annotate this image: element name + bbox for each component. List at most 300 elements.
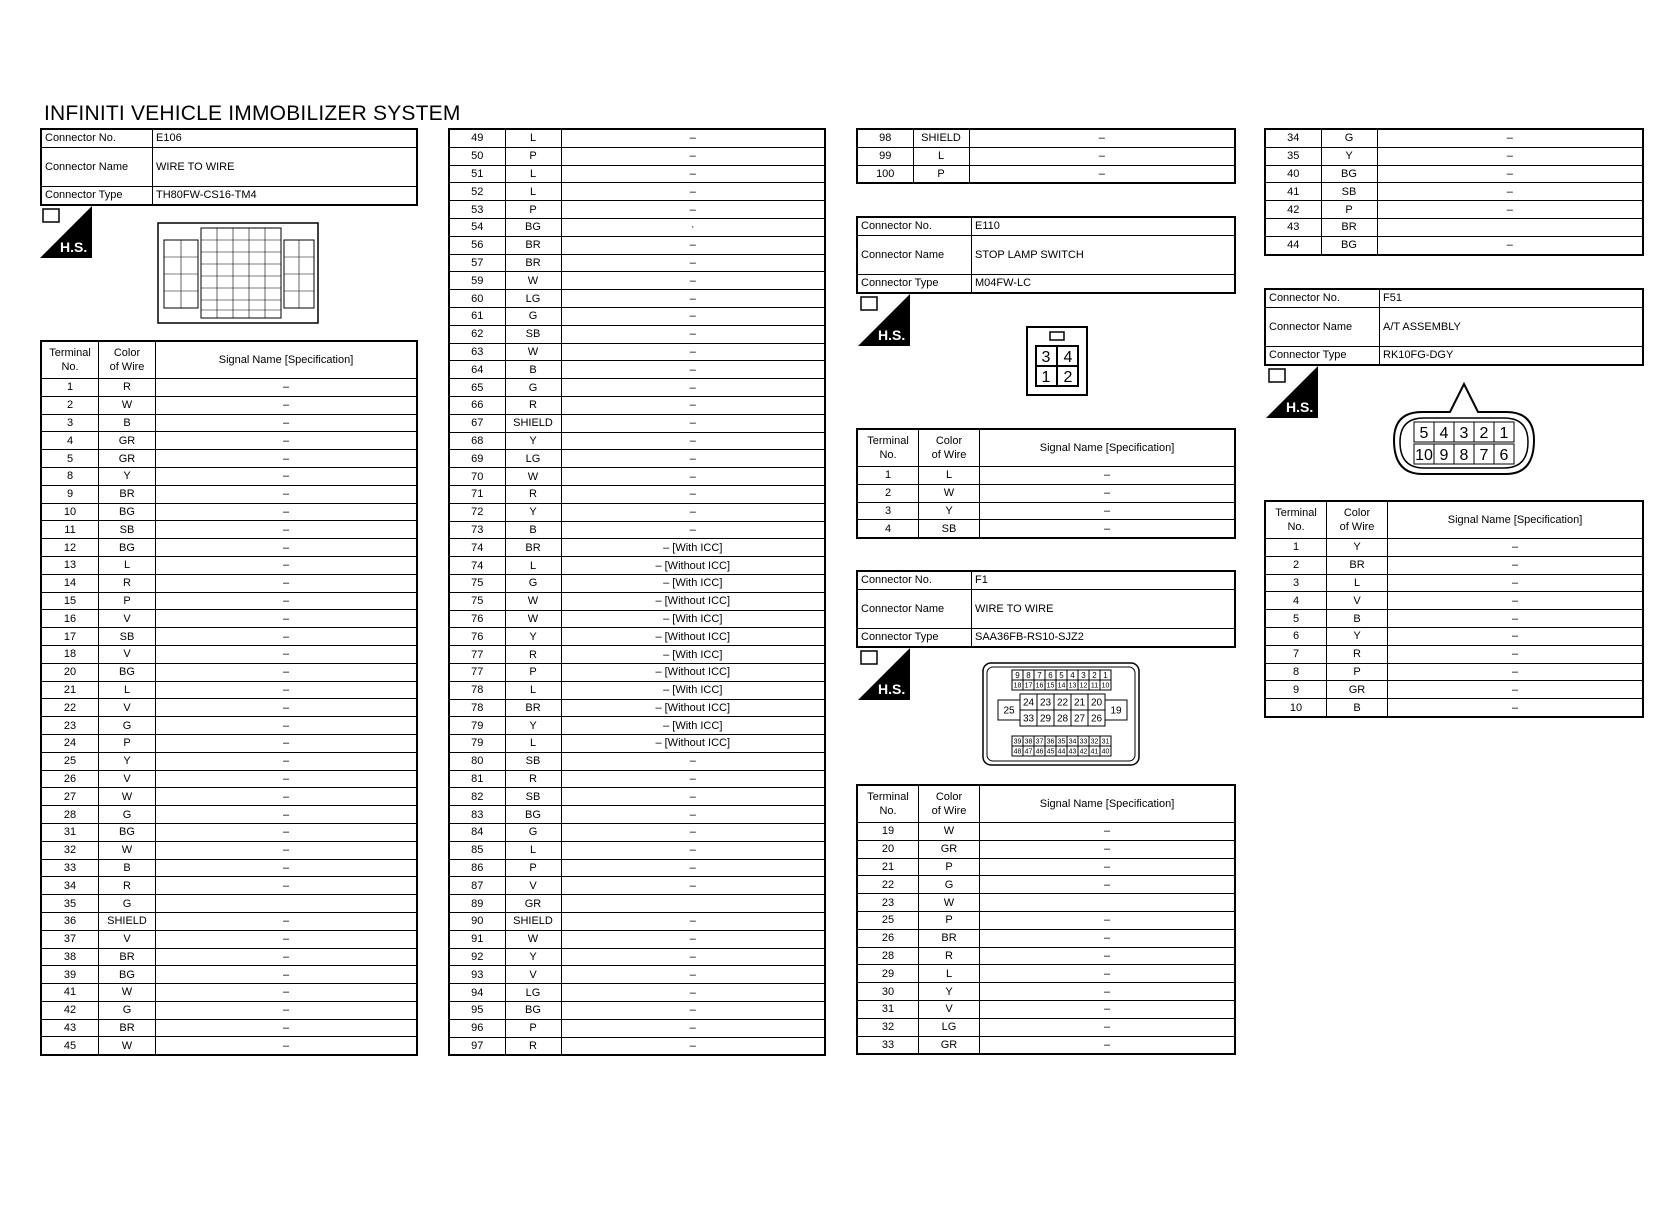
table-row [449,379,825,397]
color-cell: P [1327,663,1388,681]
hs-label: H.S. [1286,399,1314,415]
signal-cell: – [1388,592,1644,610]
color-cell: Y [1321,147,1377,165]
signal-cell: – [With ICC] [561,610,825,628]
terminal-cell: 42 [1265,201,1321,219]
color-cell: SHIELD [99,912,156,930]
color-cell: R [505,485,561,503]
terminal-cell: 39 [41,966,99,984]
color-cell: L [919,467,980,485]
color-cell: W [505,272,561,290]
terminal-cell: 14 [41,574,99,592]
color-cell: BR [505,236,561,254]
table-row [41,539,417,557]
terminal-cell: 15 [41,592,99,610]
table-row [41,645,417,663]
pin-label: 4 [1063,349,1073,366]
pin-label: 1 [1041,369,1051,386]
color-cell: R [505,770,561,788]
table-row [449,218,825,236]
signal-cell: – [980,840,1236,858]
signal-cell: – [561,966,825,984]
pin-label: 16 [1035,682,1044,690]
terminal-cell: 40 [1265,165,1321,183]
pin-label: 39 [1013,738,1022,746]
terminal-cell: 97 [449,1037,505,1055]
terminal-cell: 90 [449,913,505,931]
table-row [449,361,825,379]
terminal-cell: 32 [857,1018,919,1036]
table-row [449,272,825,290]
color-header: Color of Wire [1327,501,1388,539]
pin-label: 27 [1073,713,1086,725]
pin-label: 47 [1024,748,1033,756]
pin-label: 2 [1063,369,1073,386]
signal-cell: – [561,859,825,877]
color-cell: B [505,361,561,379]
signal-cell: – [980,1036,1236,1054]
signal-cell: – [156,823,418,841]
terminal-cell: 57 [449,254,505,272]
terminal-cell: 22 [857,876,919,894]
signal-cell: – [1377,201,1643,219]
pin-label: 9 [1439,446,1449,464]
terminal-cell: 65 [449,379,505,397]
terminal-cell: 24 [41,734,99,752]
terminal-cell: 87 [449,877,505,895]
color-cell: P [505,1019,561,1037]
signal-header: Signal Name [Specification] [156,341,418,379]
table-row [857,911,1235,929]
table-row [41,806,417,824]
pin-label: 2 [1479,424,1489,442]
table-row [449,129,825,147]
table-row [449,663,825,681]
color-cell: Y [1327,627,1388,645]
color-cell: L [919,965,980,983]
table-row [449,913,825,931]
table-row [1265,574,1643,592]
table-row [449,717,825,735]
table-row [41,859,417,877]
pin-label: 13 [1068,682,1077,690]
table-row [41,450,417,468]
table-row [41,966,417,984]
terminal-cell: 73 [449,521,505,539]
signal-cell: – [1388,556,1644,574]
terminal-cell: 85 [449,841,505,859]
color-cell: Y [505,432,561,450]
table-row [1265,218,1643,236]
terminal-cell: 28 [41,806,99,824]
table-row [449,770,825,788]
signal-cell: – [156,556,418,574]
terminal-cell: 9 [1265,681,1327,699]
color-cell: W [99,841,156,859]
value: STOP LAMP SWITCH [972,235,1236,274]
color-cell: BR [1321,218,1377,236]
signal-cell: – [561,913,825,931]
f51-info [1264,288,1644,366]
color-cell: BR [99,1019,156,1037]
signal-cell: – [With ICC] [561,681,825,699]
pin-label: 29 [1039,713,1052,725]
terminal-cell: 8 [1265,663,1327,681]
color-cell: LG [919,1018,980,1036]
table-row [1265,129,1643,147]
signal-cell: – [1388,574,1644,592]
signal-cell: – [1388,663,1644,681]
table-row [1265,699,1643,717]
color-cell: GR [919,840,980,858]
terminal-cell: 28 [857,947,919,965]
color-cell: LG [505,450,561,468]
e110-terminal-table [856,428,1236,539]
table-row [857,876,1235,894]
color-cell: W [919,484,980,502]
terminal-cell: 2 [41,396,99,414]
signal-cell: – [561,788,825,806]
signal-cell: – [Without ICC] [561,735,825,753]
pin-label: 3 [1081,670,1086,680]
terminal-cell: 43 [41,1019,99,1037]
table-row [449,948,825,966]
table-row [449,752,825,770]
signal-cell: – [980,502,1236,520]
color-cell: L [99,681,156,699]
table-row [449,290,825,308]
value: TH80FW-CS16-TM4 [153,186,418,204]
table-row [449,254,825,272]
signal-cell: – [156,1037,418,1055]
color-cell: SB [505,752,561,770]
signal-header: Signal Name [Specification] [980,785,1236,823]
terminal-cell: 23 [41,717,99,735]
terminal-cell: 30 [857,983,919,1001]
terminal-cell: 41 [1265,183,1321,201]
color-cell: SB [505,325,561,343]
terminal-cell: 78 [449,699,505,717]
hs-label: H.S. [60,239,88,255]
terminal-cell: 29 [857,965,919,983]
color-cell: BR [505,539,561,557]
terminal-cell: 18 [41,645,99,663]
table-row [449,485,825,503]
color-cell: LG [505,290,561,308]
color-cell: Y [99,467,156,485]
signal-header: Signal Name [Specification] [980,429,1236,467]
e106-info [40,128,418,206]
value: RK10FG-DGY [1380,346,1644,364]
color-cell: Y [505,717,561,735]
pin-label: 41 [1090,748,1099,756]
color-cell: B [99,414,156,432]
table-row [41,379,417,397]
hs-label: H.S. [878,681,906,697]
signal-cell: – [561,254,825,272]
pin-label: 45 [1046,748,1055,756]
table-row [857,520,1235,538]
table-row [1265,236,1643,254]
color-cell: P [99,734,156,752]
table-row [41,610,417,628]
color-cell: R [505,396,561,414]
table-row [449,628,825,646]
table-row [449,859,825,877]
color-cell: LG [505,984,561,1002]
signal-cell: – [1388,681,1644,699]
color-cell: BG [99,823,156,841]
table-row [41,841,417,859]
value: F51 [1380,289,1644,307]
pin-label: 6 [1048,670,1053,680]
pin-label: 33 [1022,713,1035,725]
pin-label: 1 [1499,424,1509,442]
terminal-cell: 21 [41,681,99,699]
color-cell: BR [99,485,156,503]
terminal-cell: 27 [41,788,99,806]
pin-label: 33 [1079,738,1088,746]
terminal-cell: 76 [449,610,505,628]
table-row [857,823,1235,841]
terminal-cell: 83 [449,806,505,824]
signal-cell: – [156,467,418,485]
pin-label: 8 [1026,670,1031,680]
terminal-cell: 7 [1265,645,1327,663]
terminal-cell: 43 [1265,218,1321,236]
table-row [857,165,1235,183]
color-cell: SB [505,788,561,806]
terminal-cell: 10 [1265,699,1327,717]
color-cell: BG [99,539,156,557]
color-cell: G [1321,129,1377,147]
color-cell: Y [1327,539,1388,557]
value: WIRE TO WIRE [153,147,418,186]
table-row [449,806,825,824]
table-row [857,1018,1235,1036]
pin-label: 4 [1439,424,1449,442]
color-cell: L [505,681,561,699]
label: Connector Name [41,147,153,186]
terminal-cell: 66 [449,396,505,414]
pin-label: 4 [1070,670,1075,680]
signal-cell [561,895,825,913]
table-row [449,450,825,468]
color-cell: SHIELD [505,913,561,931]
table-row [41,895,417,913]
signal-cell: – [156,539,418,557]
terminal-header: Terminal No. [41,341,99,379]
pin-label: 14 [1057,682,1066,690]
terminal-cell: 10 [41,503,99,521]
table-row [857,947,1235,965]
signal-cell: – [561,147,825,165]
f1-info [856,570,1236,648]
color-cell: V [99,930,156,948]
pin-label: 8 [1459,446,1469,464]
table-row [449,877,825,895]
terminal-cell: 41 [41,984,99,1002]
signal-cell: – [980,965,1236,983]
terminal-cell: 26 [41,770,99,788]
signal-cell: – [156,984,418,1002]
terminal-cell: 34 [41,877,99,895]
label: Connector Type [857,628,972,646]
terminal-cell: 91 [449,930,505,948]
signal-cell: – [561,183,825,201]
color-cell: BG [99,663,156,681]
table-row [41,663,417,681]
signal-cell: – [980,858,1236,876]
color-cell: B [1327,610,1388,628]
pin-label: 9 [1015,670,1020,680]
color-cell: V [919,1000,980,1018]
pin-label: 21 [1073,697,1086,709]
e106-terminal-table-continued [448,128,826,1056]
color-cell: W [505,930,561,948]
terminal-cell: 81 [449,770,505,788]
signal-cell: – [With ICC] [561,539,825,557]
terminal-cell: 84 [449,824,505,842]
pin-label: 3 [1041,349,1051,366]
table-row [449,1037,825,1055]
pin-label: 12 [1079,682,1088,690]
color-cell: P [505,147,561,165]
table-row [1265,165,1643,183]
terminal-cell: 77 [449,663,505,681]
signal-cell: – [156,432,418,450]
pin-label: 17 [1024,682,1033,690]
table-row [449,432,825,450]
color-cell: G [505,379,561,397]
pin-label: 38 [1024,738,1033,746]
label: Connector Type [1265,346,1380,364]
table-row [1265,681,1643,699]
pin-label: 42 [1079,748,1088,756]
label: Connector No. [41,129,153,147]
table-row [41,717,417,735]
color-cell: BR [505,254,561,272]
terminal-cell: 13 [41,556,99,574]
value: E106 [153,129,418,147]
color-cell: BR [919,929,980,947]
table-row [857,858,1235,876]
table-row [449,539,825,557]
table-row [857,484,1235,502]
e106-terminal-table [40,340,418,1056]
signal-cell [1377,218,1643,236]
value: E110 [972,217,1236,235]
terminal-cell: 35 [1265,147,1321,165]
color-cell: R [99,574,156,592]
table-row [857,983,1235,1001]
terminal-cell: 31 [41,823,99,841]
table-row [449,201,825,219]
signal-cell: – [156,379,418,397]
pin-label: 43 [1068,748,1077,756]
terminal-cell: 82 [449,788,505,806]
table-row [1265,147,1643,165]
terminal-cell: 71 [449,485,505,503]
label: Connector No. [857,571,972,589]
f1-terminal-table-continued [1264,128,1644,256]
terminal-cell: 35 [41,895,99,913]
terminal-cell: 3 [1265,574,1327,592]
color-cell: B [99,859,156,877]
terminal-cell: 26 [857,929,919,947]
color-cell: V [1327,592,1388,610]
color-cell: GR [1327,681,1388,699]
signal-cell: – [1377,147,1643,165]
terminal-cell: 12 [41,539,99,557]
table-row [1265,592,1643,610]
table-row [449,735,825,753]
color-cell: BG [99,966,156,984]
color-cell: W [919,823,980,841]
pin-label: 32 [1090,738,1099,746]
signal-cell: – [561,201,825,219]
terminal-cell: 77 [449,646,505,664]
signal-cell: – [156,574,418,592]
table-row [857,929,1235,947]
table-row [857,147,1235,165]
terminal-cell: 45 [41,1037,99,1055]
signal-cell: – [561,343,825,361]
color-cell: Y [919,983,980,1001]
table-row [449,343,825,361]
signal-cell: – [1388,539,1644,557]
signal-cell: – [980,911,1236,929]
signal-cell: – [With ICC] [561,646,825,664]
color-cell: B [505,521,561,539]
label: Connector Type [857,274,972,292]
table-row [449,307,825,325]
terminal-cell: 78 [449,681,505,699]
signal-header: Signal Name [Specification] [1388,501,1644,539]
signal-cell: – [561,948,825,966]
color-cell: W [505,610,561,628]
table-row [41,912,417,930]
terminal-cell: 56 [449,236,505,254]
signal-cell: – [980,520,1236,538]
color-cell: BG [1321,236,1377,254]
color-cell: P [99,592,156,610]
signal-cell: – [561,361,825,379]
table-row [449,557,825,575]
signal-cell: – [969,147,1235,165]
color-cell: P [505,201,561,219]
pin-label: 31 [1101,738,1110,746]
color-cell: G [505,307,561,325]
signal-cell: – [980,1018,1236,1036]
table-row [41,503,417,521]
table-row [449,503,825,521]
terminal-cell: 1 [857,467,919,485]
table-row [41,1001,417,1019]
table-row [1265,645,1643,663]
terminal-cell: 5 [1265,610,1327,628]
signal-cell: – [156,841,418,859]
table-row [449,468,825,486]
terminal-cell: 79 [449,717,505,735]
signal-cell: – [156,948,418,966]
signal-cell: – [1388,627,1644,645]
signal-cell: – [Without ICC] [561,628,825,646]
table-row [1265,627,1643,645]
color-cell: R [505,646,561,664]
pin-label: 5 [1419,424,1429,442]
page-title: INFINITI VEHICLE IMMOBILIZER SYSTEM [44,102,461,125]
